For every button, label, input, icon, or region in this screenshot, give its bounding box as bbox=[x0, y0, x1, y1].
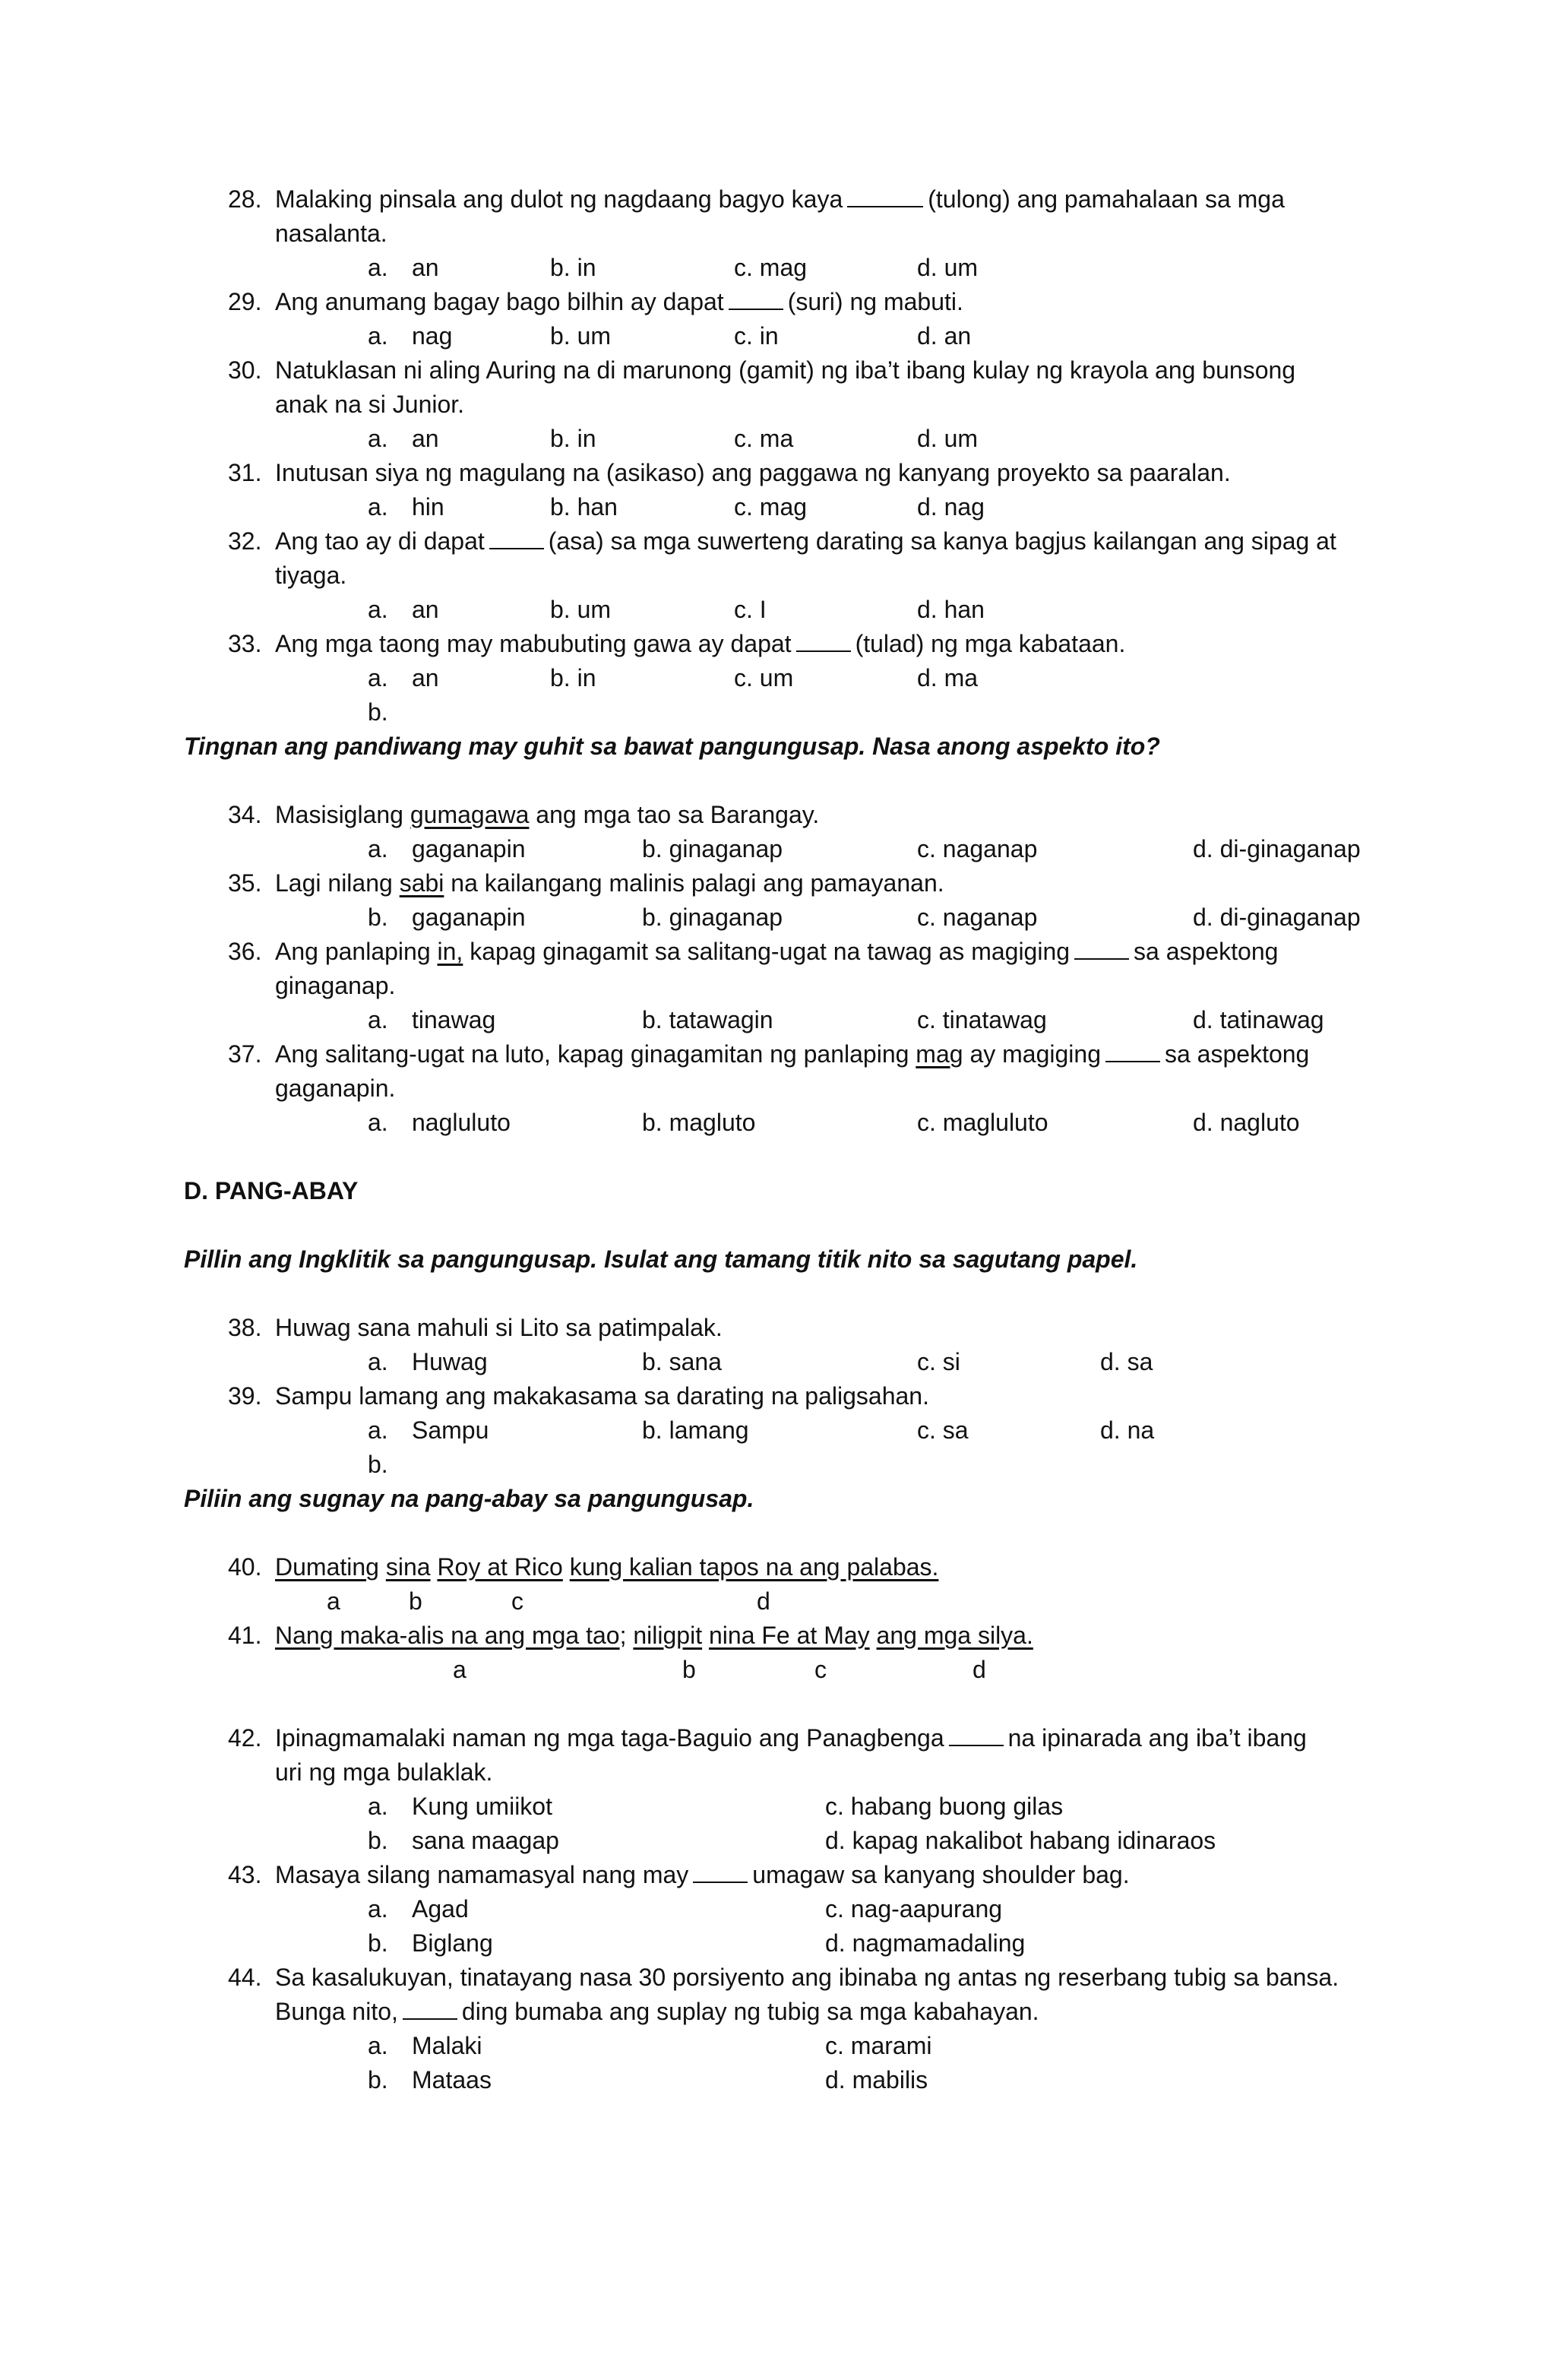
option-letter: b. bbox=[368, 2066, 388, 2094]
option-c: c. habang buong gilas bbox=[825, 1793, 1064, 1820]
question-number: 36. bbox=[228, 938, 262, 965]
option-d: d. an bbox=[917, 322, 972, 350]
option-a: an bbox=[412, 596, 439, 623]
segment-label: c bbox=[511, 1587, 523, 1615]
question-text bbox=[275, 1552, 938, 1582]
option-b: b. sana bbox=[642, 1348, 722, 1375]
option-c: c. um bbox=[734, 664, 794, 692]
option-a: nagluluto bbox=[412, 1109, 511, 1136]
option-d: d. um bbox=[917, 254, 979, 281]
option-d: d. um bbox=[917, 425, 979, 452]
segment-c: Roy at Rico bbox=[437, 1553, 563, 1581]
option-c: c. marami bbox=[825, 2032, 932, 2059]
question-text: Natuklasan ni aling Auring na di marunong (gamit) ng iba’t ibang kulay ng krayola ang bunsong bbox=[275, 356, 1296, 384]
segment-label: b bbox=[409, 1587, 422, 1615]
question-text: Huwag sana mahuli si Lito sa patimpalak. bbox=[275, 1314, 723, 1341]
underlined-word: gumagawa bbox=[410, 801, 530, 828]
question-text: Lagi nilang sabi na kailangang malinis palagi ang pamayanan. bbox=[275, 869, 944, 897]
option-letter: a. bbox=[368, 425, 388, 452]
segment-label: a bbox=[327, 1587, 340, 1615]
option-c: c. in bbox=[734, 322, 779, 350]
segment-label: b bbox=[682, 1656, 696, 1683]
option-c: c. si bbox=[917, 1348, 960, 1375]
question-text: Sa kasalukuyan, tinatayang nasa 30 porsiyento ang ibinaba ng antas ng reserbang tubig sa bansa. bbox=[275, 1964, 1339, 1991]
question-text: Ipinagmamalaki naman ng mga taga-Baguio ang Panagbenga na ipinarada ang iba’t ibang bbox=[275, 1724, 1307, 1752]
question-text: Inutusan siya ng magulang na (asikaso) ang paggawa ng kanyang proyekto sa paaralan. bbox=[275, 459, 1231, 486]
option-b: b. ginaganap bbox=[642, 904, 783, 931]
option-letter: a. bbox=[368, 664, 388, 692]
option-c: c. mag bbox=[734, 493, 808, 521]
question-text: tiyaga. bbox=[275, 562, 347, 589]
option-letter: a. bbox=[368, 596, 388, 623]
answer-blank bbox=[1074, 937, 1129, 960]
option-c: c. magluluto bbox=[917, 1109, 1048, 1136]
segment-label: d bbox=[972, 1656, 986, 1683]
option-letter: a. bbox=[368, 1109, 388, 1136]
option-a: nag bbox=[412, 322, 453, 350]
segment-b: sina bbox=[385, 1553, 431, 1581]
question-number: 28. bbox=[228, 185, 262, 213]
option-a: tinawag bbox=[412, 1006, 496, 1033]
answer-blank bbox=[949, 1723, 1004, 1746]
question-text: Malaking pinsala ang dulot ng nagdaang bagyo kaya (tulong) ang pamahalaan sa mga bbox=[275, 185, 1285, 213]
option-a: Agad bbox=[412, 1895, 469, 1923]
option-a: Sampu bbox=[412, 1416, 489, 1444]
option-a: Huwag bbox=[412, 1348, 488, 1375]
question-number: 31. bbox=[228, 459, 262, 486]
question-text: gaganapin. bbox=[275, 1074, 396, 1102]
option-b: b. han bbox=[550, 493, 618, 521]
option-d: d. mabilis bbox=[825, 2066, 928, 2094]
question-number: 41. bbox=[228, 1622, 262, 1649]
option-letter: a. bbox=[368, 835, 388, 862]
option-d: d. nagluto bbox=[1193, 1109, 1300, 1136]
question-text: Bunga nito, ding bumaba ang suplay ng tubig sa mga kabahayan. bbox=[275, 1998, 1039, 2025]
answer-blank bbox=[847, 185, 923, 207]
question-text: Ang mga taong may mabubuting gawa ay dapat (tulad) ng mga kabataan. bbox=[275, 630, 1126, 657]
option-d: d. nagmamadaling bbox=[825, 1929, 1026, 1957]
question-text: Sampu lamang ang makakasama sa darating na paligsahan. bbox=[275, 1382, 929, 1410]
segment-a: Nang maka-alis na ang mga tao bbox=[275, 1622, 620, 1649]
option-letter: b. bbox=[368, 698, 388, 726]
answer-blank bbox=[403, 1997, 457, 2020]
answer-blank bbox=[489, 527, 544, 549]
segment-c: nina Fe at May bbox=[708, 1622, 870, 1649]
question-text: ginaganap. bbox=[275, 972, 396, 999]
question-text: Masisiglang gumagawa ang mga tao sa Barangay. bbox=[275, 801, 820, 828]
option-a: an bbox=[412, 254, 439, 281]
option-d: d. han bbox=[917, 596, 985, 623]
option-a: an bbox=[412, 425, 439, 452]
instruction: Piliin ang sugnay na pang-abay sa pangungusap. bbox=[184, 1485, 754, 1512]
option-d: d. tatinawag bbox=[1193, 1006, 1324, 1033]
underlined-word: sabi bbox=[399, 869, 444, 897]
question-number: 35. bbox=[228, 869, 262, 897]
segment-d: kung kalian tapos na ang palabas. bbox=[569, 1553, 939, 1581]
answer-blank bbox=[729, 287, 783, 310]
instruction: Pillin ang Ingklitik sa pangungusap. Isulat ang tamang titik nito sa sagutang papel. bbox=[184, 1245, 1138, 1273]
option-b: b. tatawagin bbox=[642, 1006, 773, 1033]
option-letter: a. bbox=[368, 493, 388, 521]
question-text: Nang maka-alis na ang mga tao; niligpit nina Fe at May ang mga silya. bbox=[275, 1622, 1033, 1649]
option-b: sana maagap bbox=[412, 1827, 559, 1854]
segment-b: niligpit bbox=[633, 1622, 703, 1649]
question-text: uri ng mga bulaklak. bbox=[275, 1758, 493, 1786]
option-b: b. lamang bbox=[642, 1416, 749, 1444]
option-c: c. nag-aapurang bbox=[825, 1895, 1003, 1923]
question-text: nasalanta. bbox=[275, 220, 387, 247]
segment-label: d bbox=[757, 1587, 770, 1615]
question-number: 34. bbox=[228, 801, 262, 828]
question-number: 30. bbox=[228, 356, 262, 384]
question-text: Ang anumang bagay bago bilhin ay dapat (suri) ng mabuti. bbox=[275, 288, 963, 315]
option-letter: a. bbox=[368, 1793, 388, 1820]
option-letter: a. bbox=[368, 322, 388, 350]
option-d: d. kapag nakalibot habang idinaraos bbox=[825, 1827, 1216, 1854]
option-letter: b. bbox=[368, 1827, 388, 1854]
underlined-word: in, bbox=[437, 938, 463, 965]
option-a: Kung umiikot bbox=[412, 1793, 552, 1820]
option-c: c. ma bbox=[734, 425, 794, 452]
option-c: c. mag bbox=[734, 254, 808, 281]
option-a: Malaki bbox=[412, 2032, 482, 2059]
option-b: b. um bbox=[550, 322, 612, 350]
option-a: hin bbox=[412, 493, 444, 521]
answer-blank bbox=[1105, 1040, 1160, 1062]
segment-d: ang mga silya. bbox=[876, 1622, 1033, 1649]
option-letter: a. bbox=[368, 1416, 388, 1444]
question-text: anak na si Junior. bbox=[275, 391, 465, 418]
segment-label: c bbox=[814, 1656, 827, 1683]
option-c: c. I bbox=[734, 596, 767, 623]
option-letter: a. bbox=[368, 1348, 388, 1375]
option-a: gaganapin bbox=[412, 835, 526, 862]
option-d: d. ma bbox=[917, 664, 979, 692]
option-b: b. magluto bbox=[642, 1109, 756, 1136]
option-letter: b. bbox=[368, 904, 388, 931]
option-a: an bbox=[412, 664, 439, 692]
answer-blank bbox=[693, 1860, 748, 1883]
question-text: Ang panlaping in, kapag ginagamit sa salitang-ugat na tawag as magiging sa aspektong bbox=[275, 938, 1279, 965]
question-number: 29. bbox=[228, 288, 262, 315]
option-d: d. na bbox=[1100, 1416, 1155, 1444]
option-letter: b. bbox=[368, 1451, 388, 1478]
option-c: c. tinatawag bbox=[917, 1006, 1047, 1033]
question-number: 38. bbox=[228, 1314, 262, 1341]
option-c: c. sa bbox=[917, 1416, 969, 1444]
option-letter: a. bbox=[368, 1895, 388, 1923]
question-text: Masaya silang namamasyal nang may umagaw sa kanyang shoulder bag. bbox=[275, 1861, 1130, 1888]
option-a: gaganapin bbox=[412, 904, 526, 931]
question-number: 33. bbox=[228, 630, 262, 657]
option-b: b. in bbox=[550, 425, 596, 452]
question-number: 32. bbox=[228, 527, 262, 555]
question-number: 37. bbox=[228, 1040, 262, 1068]
option-letter: a. bbox=[368, 2032, 388, 2059]
option-letter: a. bbox=[368, 254, 388, 281]
option-letter: a. bbox=[368, 1006, 388, 1033]
question-number: 43. bbox=[228, 1861, 262, 1888]
instruction: Tingnan ang pandiwang may guhit sa bawat pangungusap. Nasa anong aspekto ito? bbox=[184, 733, 1160, 760]
section-heading: D. PANG-ABAY bbox=[184, 1177, 359, 1204]
question-number: 40. bbox=[228, 1553, 262, 1581]
question-number: 42. bbox=[228, 1724, 262, 1752]
option-d: d. sa bbox=[1100, 1348, 1153, 1375]
option-d: d. nag bbox=[917, 493, 985, 521]
answer-blank bbox=[796, 629, 851, 652]
option-b: b. ginaganap bbox=[642, 835, 783, 862]
option-c: c. naganap bbox=[917, 835, 1038, 862]
question-text: Ang salitang-ugat na luto, kapag ginagamitan ng panlaping mag ay magiging sa aspektong bbox=[275, 1040, 1310, 1068]
option-b: b. in bbox=[550, 254, 596, 281]
underlined-word: mag bbox=[916, 1040, 963, 1068]
option-letter: b. bbox=[368, 1929, 388, 1957]
option-b: Biglang bbox=[412, 1929, 493, 1957]
question-text: Ang tao ay di dapat (asa) sa mga suwerteng darating sa kanya bagjus kailangan ang sipag at bbox=[275, 527, 1336, 555]
question-number: 39. bbox=[228, 1382, 262, 1410]
option-d: d. di-ginaganap bbox=[1193, 904, 1361, 931]
option-b: Mataas bbox=[412, 2066, 492, 2094]
option-b: b. in bbox=[550, 664, 596, 692]
question-number: 44. bbox=[228, 1964, 262, 1991]
option-b: b. um bbox=[550, 596, 612, 623]
option-c: c. naganap bbox=[917, 904, 1038, 931]
segment-a: Dumating bbox=[275, 1553, 379, 1581]
segment-label: a bbox=[453, 1656, 466, 1683]
option-d: d. di-ginaganap bbox=[1193, 835, 1361, 862]
